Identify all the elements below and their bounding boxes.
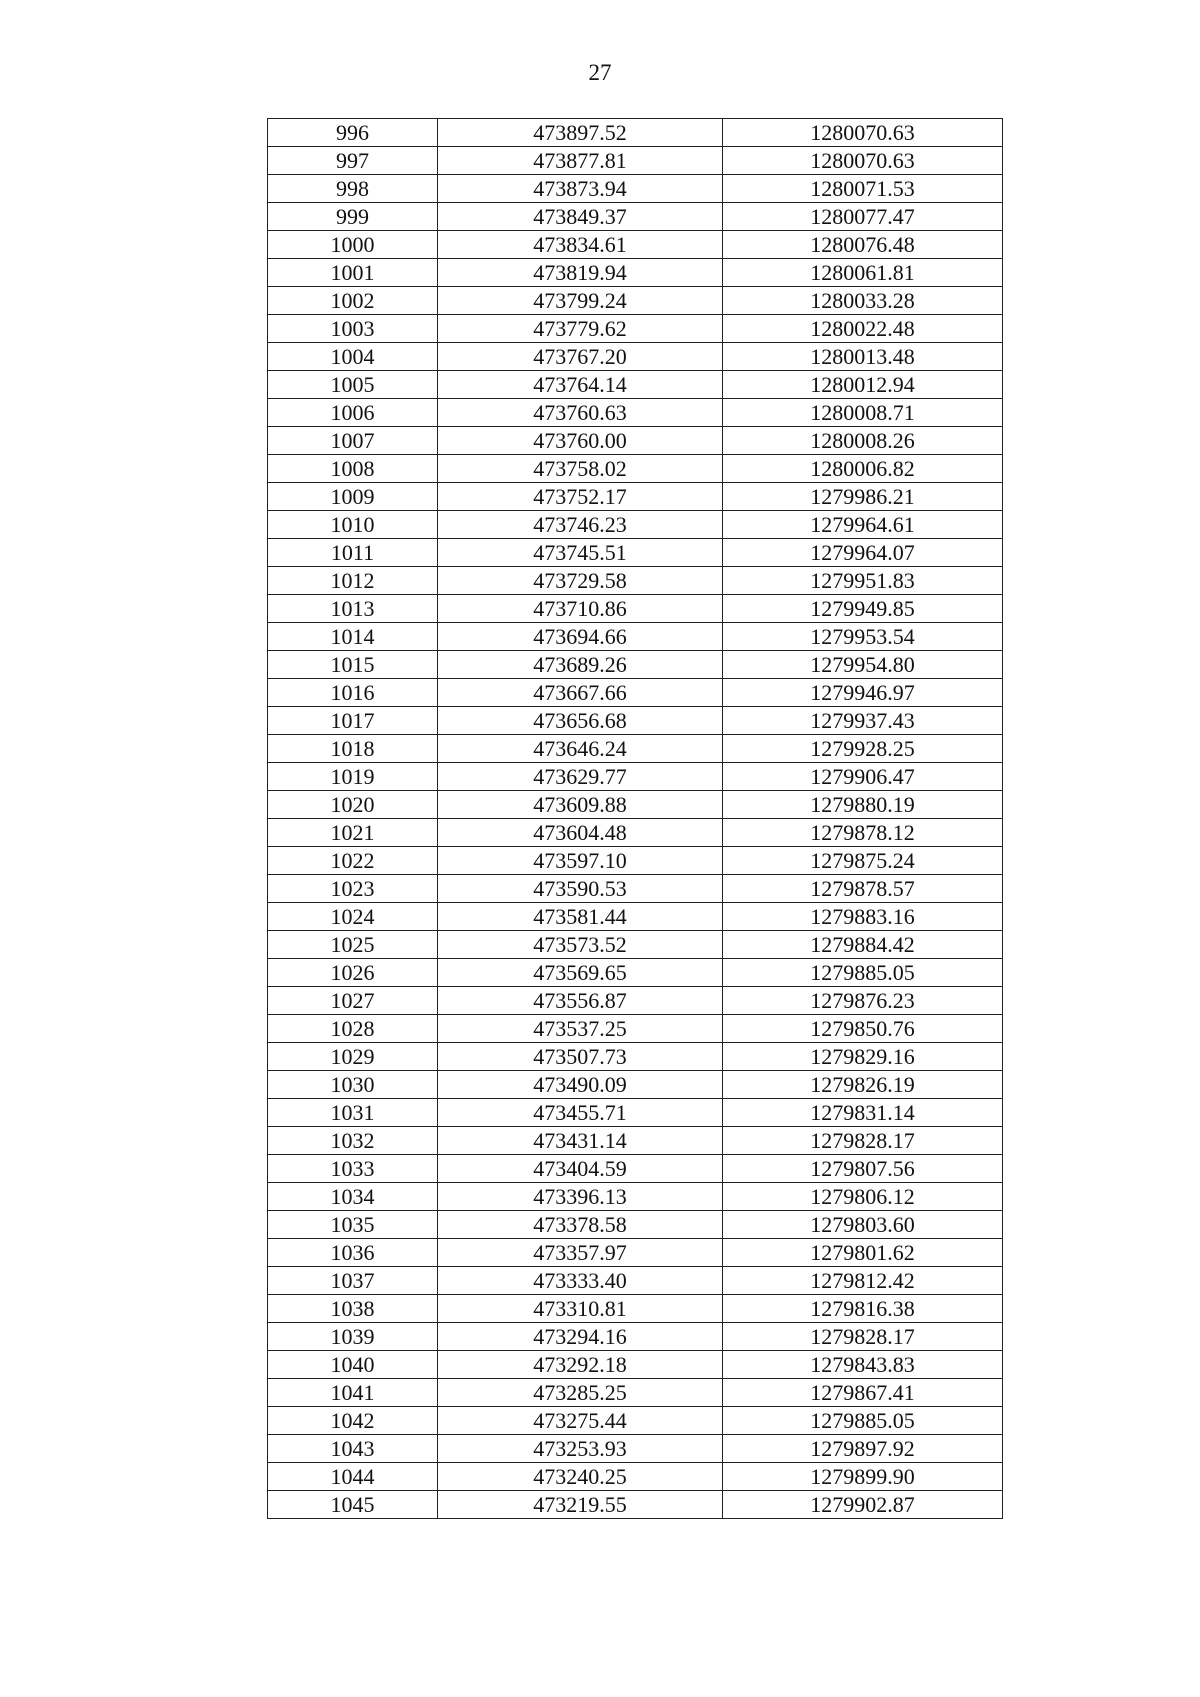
table-row: [268, 1351, 1003, 1379]
point-number-cell: 1001: [268, 259, 438, 287]
y-coordinate-cell: 1280022.48: [723, 315, 1003, 343]
x-coordinate-cell: 473767.20: [438, 343, 723, 371]
y-coordinate-cell: 1280012.94: [723, 371, 1003, 399]
x-coordinate-cell: 473745.51: [438, 539, 723, 567]
point-number-cell: 1018: [268, 735, 438, 763]
table-row: [268, 763, 1003, 791]
x-coordinate-cell: 473590.53: [438, 875, 723, 903]
x-coordinate-cell: 473507.73: [438, 1043, 723, 1071]
table-row: [268, 427, 1003, 455]
table-row: [268, 455, 1003, 483]
y-coordinate-cell: 1279883.16: [723, 903, 1003, 931]
point-number-cell: 1004: [268, 343, 438, 371]
table-row: [268, 623, 1003, 651]
point-number-cell: 1012: [268, 567, 438, 595]
table-row: [268, 399, 1003, 427]
table-row: [268, 147, 1003, 175]
table-row: [268, 903, 1003, 931]
y-coordinate-cell: 1279850.76: [723, 1015, 1003, 1043]
x-coordinate-cell: 473758.02: [438, 455, 723, 483]
coordinates-table: [267, 118, 1003, 1519]
x-coordinate-cell: 473597.10: [438, 847, 723, 875]
point-number-cell: 1007: [268, 427, 438, 455]
y-coordinate-cell: 1279928.25: [723, 735, 1003, 763]
point-number-cell: 996: [268, 119, 438, 147]
table-row: [268, 1127, 1003, 1155]
table-row: [268, 343, 1003, 371]
y-coordinate-cell: 1279949.85: [723, 595, 1003, 623]
table-row: [268, 735, 1003, 763]
table-row: [268, 679, 1003, 707]
table-row: [268, 847, 1003, 875]
point-number-cell: 999: [268, 203, 438, 231]
table-row: [268, 203, 1003, 231]
y-coordinate-cell: 1279964.07: [723, 539, 1003, 567]
y-coordinate-cell: 1280008.26: [723, 427, 1003, 455]
point-number-cell: 1035: [268, 1211, 438, 1239]
x-coordinate-cell: 473275.44: [438, 1407, 723, 1435]
point-number-cell: 1005: [268, 371, 438, 399]
x-coordinate-cell: 473834.61: [438, 231, 723, 259]
x-coordinate-cell: 473799.24: [438, 287, 723, 315]
point-number-cell: 1022: [268, 847, 438, 875]
x-coordinate-cell: 473292.18: [438, 1351, 723, 1379]
y-coordinate-cell: 1279884.42: [723, 931, 1003, 959]
x-coordinate-cell: 473694.66: [438, 623, 723, 651]
table-row: [268, 707, 1003, 735]
y-coordinate-cell: 1279828.17: [723, 1323, 1003, 1351]
x-coordinate-cell: 473378.58: [438, 1211, 723, 1239]
x-coordinate-cell: 473877.81: [438, 147, 723, 175]
table-row: [268, 119, 1003, 147]
point-number-cell: 1000: [268, 231, 438, 259]
point-number-cell: 1042: [268, 1407, 438, 1435]
table-row: [268, 1407, 1003, 1435]
x-coordinate-cell: 473746.23: [438, 511, 723, 539]
table-row: [268, 287, 1003, 315]
x-coordinate-cell: 473764.14: [438, 371, 723, 399]
point-number-cell: 1027: [268, 987, 438, 1015]
y-coordinate-cell: 1279801.62: [723, 1239, 1003, 1267]
table-row: [268, 1295, 1003, 1323]
x-coordinate-cell: 473310.81: [438, 1295, 723, 1323]
x-coordinate-cell: 473431.14: [438, 1127, 723, 1155]
y-coordinate-cell: 1279954.80: [723, 651, 1003, 679]
point-number-cell: 1003: [268, 315, 438, 343]
y-coordinate-cell: 1279806.12: [723, 1183, 1003, 1211]
y-coordinate-cell: 1279964.61: [723, 511, 1003, 539]
y-coordinate-cell: 1279946.97: [723, 679, 1003, 707]
point-number-cell: 1016: [268, 679, 438, 707]
y-coordinate-cell: 1280077.47: [723, 203, 1003, 231]
y-coordinate-cell: 1279875.24: [723, 847, 1003, 875]
point-number-cell: 1011: [268, 539, 438, 567]
y-coordinate-cell: 1279937.43: [723, 707, 1003, 735]
point-number-cell: 1026: [268, 959, 438, 987]
y-coordinate-cell: 1280033.28: [723, 287, 1003, 315]
table-row: [268, 1183, 1003, 1211]
y-coordinate-cell: 1279906.47: [723, 763, 1003, 791]
y-coordinate-cell: 1280070.63: [723, 147, 1003, 175]
x-coordinate-cell: 473873.94: [438, 175, 723, 203]
y-coordinate-cell: 1279953.54: [723, 623, 1003, 651]
y-coordinate-cell: 1279816.38: [723, 1295, 1003, 1323]
coordinates-table-body: [268, 119, 1003, 1519]
y-coordinate-cell: 1279986.21: [723, 483, 1003, 511]
table-row: [268, 483, 1003, 511]
table-row: [268, 1239, 1003, 1267]
y-coordinate-cell: 1279843.83: [723, 1351, 1003, 1379]
x-coordinate-cell: 473396.13: [438, 1183, 723, 1211]
y-coordinate-cell: 1279829.16: [723, 1043, 1003, 1071]
table-row: [268, 175, 1003, 203]
point-number-cell: 1039: [268, 1323, 438, 1351]
point-number-cell: 1002: [268, 287, 438, 315]
point-number-cell: 1025: [268, 931, 438, 959]
point-number-cell: 1009: [268, 483, 438, 511]
point-number-cell: 1014: [268, 623, 438, 651]
table-row: [268, 595, 1003, 623]
y-coordinate-cell: 1279878.12: [723, 819, 1003, 847]
x-coordinate-cell: 473333.40: [438, 1267, 723, 1295]
table-row: [268, 1379, 1003, 1407]
point-number-cell: 997: [268, 147, 438, 175]
x-coordinate-cell: 473729.58: [438, 567, 723, 595]
y-coordinate-cell: 1279902.87: [723, 1491, 1003, 1519]
table-row: [268, 791, 1003, 819]
y-coordinate-cell: 1279876.23: [723, 987, 1003, 1015]
point-number-cell: 1043: [268, 1435, 438, 1463]
table-row: [268, 987, 1003, 1015]
table-row: [268, 567, 1003, 595]
table-row: [268, 1463, 1003, 1491]
x-coordinate-cell: 473404.59: [438, 1155, 723, 1183]
point-number-cell: 1010: [268, 511, 438, 539]
point-number-cell: 998: [268, 175, 438, 203]
point-number-cell: 1024: [268, 903, 438, 931]
x-coordinate-cell: 473689.26: [438, 651, 723, 679]
table-row: [268, 1155, 1003, 1183]
y-coordinate-cell: 1279831.14: [723, 1099, 1003, 1127]
x-coordinate-cell: 473667.66: [438, 679, 723, 707]
x-coordinate-cell: 473629.77: [438, 763, 723, 791]
x-coordinate-cell: 473760.63: [438, 399, 723, 427]
table-row: [268, 1099, 1003, 1127]
point-number-cell: 1040: [268, 1351, 438, 1379]
point-number-cell: 1036: [268, 1239, 438, 1267]
point-number-cell: 1006: [268, 399, 438, 427]
x-coordinate-cell: 473556.87: [438, 987, 723, 1015]
y-coordinate-cell: 1279897.92: [723, 1435, 1003, 1463]
x-coordinate-cell: 473897.52: [438, 119, 723, 147]
y-coordinate-cell: 1279803.60: [723, 1211, 1003, 1239]
x-coordinate-cell: 473849.37: [438, 203, 723, 231]
x-coordinate-cell: 473656.68: [438, 707, 723, 735]
table-row: [268, 259, 1003, 287]
x-coordinate-cell: 473357.97: [438, 1239, 723, 1267]
table-row: [268, 931, 1003, 959]
point-number-cell: 1020: [268, 791, 438, 819]
page-number: 27: [588, 60, 612, 85]
x-coordinate-cell: 473752.17: [438, 483, 723, 511]
y-coordinate-cell: 1280008.71: [723, 399, 1003, 427]
point-number-cell: 1028: [268, 1015, 438, 1043]
table-row: [268, 959, 1003, 987]
table-row: [268, 819, 1003, 847]
x-coordinate-cell: 473819.94: [438, 259, 723, 287]
y-coordinate-cell: 1280071.53: [723, 175, 1003, 203]
x-coordinate-cell: 473455.71: [438, 1099, 723, 1127]
y-coordinate-cell: 1279826.19: [723, 1071, 1003, 1099]
point-number-cell: 1034: [268, 1183, 438, 1211]
x-coordinate-cell: 473569.65: [438, 959, 723, 987]
x-coordinate-cell: 473253.93: [438, 1435, 723, 1463]
point-number-cell: 1033: [268, 1155, 438, 1183]
table-row: [268, 1267, 1003, 1295]
y-coordinate-cell: 1280076.48: [723, 231, 1003, 259]
x-coordinate-cell: 473710.86: [438, 595, 723, 623]
table-row: [268, 511, 1003, 539]
point-number-cell: 1013: [268, 595, 438, 623]
y-coordinate-cell: 1279899.90: [723, 1463, 1003, 1491]
point-number-cell: 1029: [268, 1043, 438, 1071]
table-row: [268, 1491, 1003, 1519]
point-number-cell: 1031: [268, 1099, 438, 1127]
x-coordinate-cell: 473609.88: [438, 791, 723, 819]
y-coordinate-cell: 1280061.81: [723, 259, 1003, 287]
x-coordinate-cell: 473537.25: [438, 1015, 723, 1043]
y-coordinate-cell: 1279885.05: [723, 959, 1003, 987]
point-number-cell: 1008: [268, 455, 438, 483]
x-coordinate-cell: 473646.24: [438, 735, 723, 763]
x-coordinate-cell: 473294.16: [438, 1323, 723, 1351]
table-row: [268, 1071, 1003, 1099]
table-row: [268, 231, 1003, 259]
y-coordinate-cell: 1279812.42: [723, 1267, 1003, 1295]
point-number-cell: 1041: [268, 1379, 438, 1407]
table-row: [268, 1043, 1003, 1071]
y-coordinate-cell: 1279807.56: [723, 1155, 1003, 1183]
y-coordinate-cell: 1279867.41: [723, 1379, 1003, 1407]
y-coordinate-cell: 1279951.83: [723, 567, 1003, 595]
x-coordinate-cell: 473490.09: [438, 1071, 723, 1099]
point-number-cell: 1044: [268, 1463, 438, 1491]
point-number-cell: 1019: [268, 763, 438, 791]
x-coordinate-cell: 473760.00: [438, 427, 723, 455]
table-row: [268, 1435, 1003, 1463]
y-coordinate-cell: 1280070.63: [723, 119, 1003, 147]
point-number-cell: 1037: [268, 1267, 438, 1295]
x-coordinate-cell: 473285.25: [438, 1379, 723, 1407]
x-coordinate-cell: 473779.62: [438, 315, 723, 343]
x-coordinate-cell: 473219.55: [438, 1491, 723, 1519]
x-coordinate-cell: 473604.48: [438, 819, 723, 847]
table-row: [268, 539, 1003, 567]
point-number-cell: 1023: [268, 875, 438, 903]
point-number-cell: 1021: [268, 819, 438, 847]
x-coordinate-cell: 473581.44: [438, 903, 723, 931]
y-coordinate-cell: 1279880.19: [723, 791, 1003, 819]
table-row: [268, 1323, 1003, 1351]
table-row: [268, 651, 1003, 679]
table-row: [268, 315, 1003, 343]
table-row: [268, 875, 1003, 903]
x-coordinate-cell: 473573.52: [438, 931, 723, 959]
point-number-cell: 1038: [268, 1295, 438, 1323]
x-coordinate-cell: 473240.25: [438, 1463, 723, 1491]
point-number-cell: 1015: [268, 651, 438, 679]
table-row: [268, 1211, 1003, 1239]
y-coordinate-cell: 1279878.57: [723, 875, 1003, 903]
y-coordinate-cell: 1280013.48: [723, 343, 1003, 371]
table-row: [268, 1015, 1003, 1043]
point-number-cell: 1017: [268, 707, 438, 735]
point-number-cell: 1032: [268, 1127, 438, 1155]
table-row: [268, 371, 1003, 399]
point-number-cell: 1045: [268, 1491, 438, 1519]
y-coordinate-cell: 1279885.05: [723, 1407, 1003, 1435]
y-coordinate-cell: 1280006.82: [723, 455, 1003, 483]
point-number-cell: 1030: [268, 1071, 438, 1099]
y-coordinate-cell: 1279828.17: [723, 1127, 1003, 1155]
